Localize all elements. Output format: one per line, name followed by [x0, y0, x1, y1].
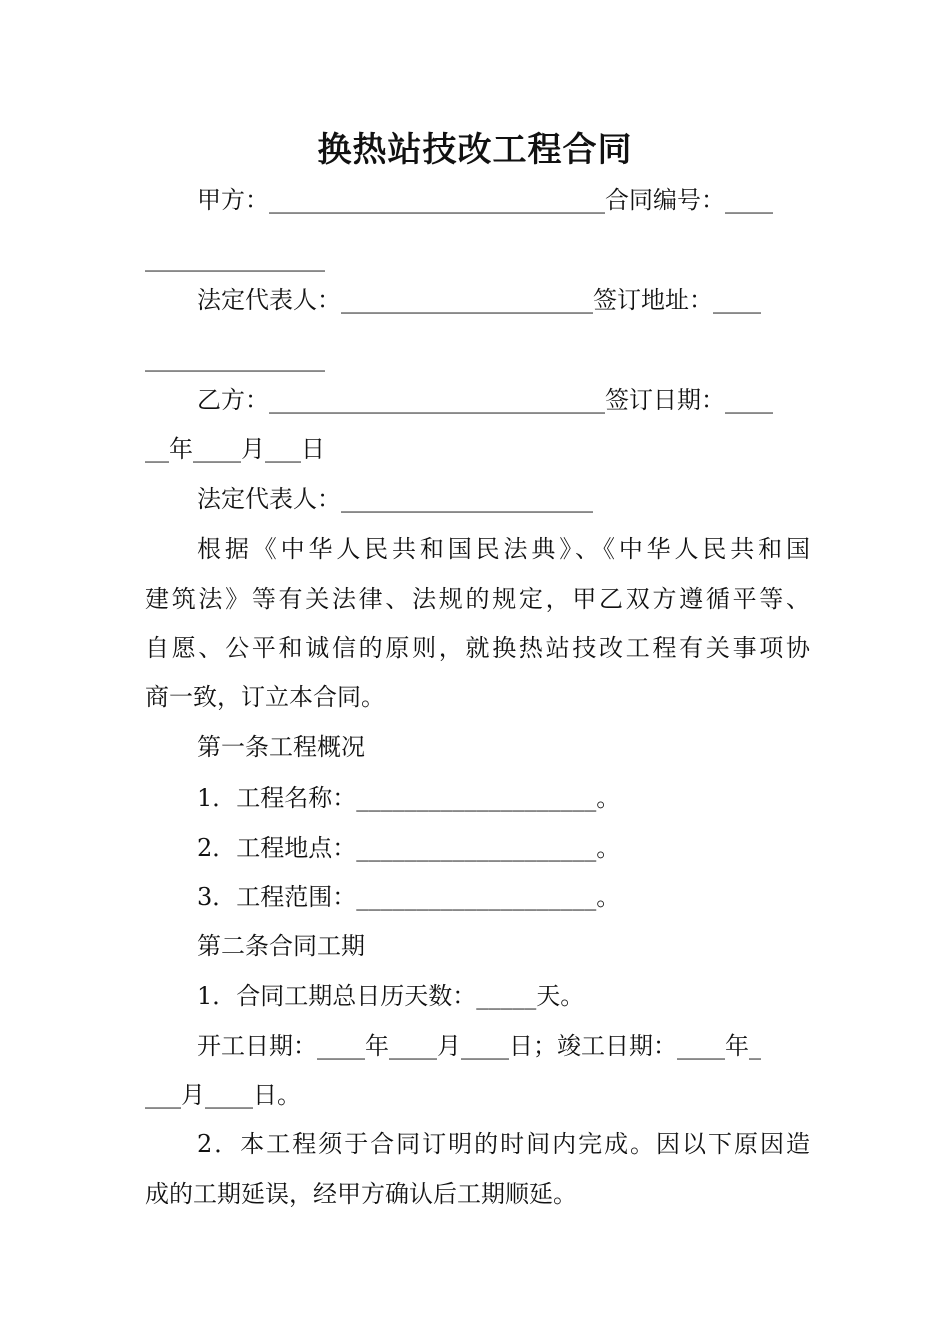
total-days-line: 1．合同工期总日历天数：_____天。	[197, 982, 585, 1010]
delay-clause-line-2: 成的工期延误，经甲方确认后工期顺延。	[145, 1180, 577, 1208]
party-b-representative-line: 法定代表人：_____________________	[197, 485, 593, 513]
signing-date-continuation: __年____月___日	[145, 435, 325, 463]
preamble-line-1: 根据《中华人民共和国民法典》、《中华人民共和国	[197, 535, 810, 563]
article-2-heading: 第二条合同工期	[197, 932, 365, 960]
start-end-date-line: 开工日期：____年____月____日；竣工日期：____年_	[197, 1032, 761, 1060]
article-1-heading: 第一条工程概况	[197, 733, 365, 761]
end-date-continuation: ___月____日。	[145, 1081, 301, 1109]
project-location-line: 2．工程地点：____________________。	[197, 834, 621, 862]
party-a-line: 甲方：____________________________合同编号：____	[197, 186, 773, 214]
preamble-line-3: 自愿、公平和诚信的原则，就换热站技改工程有关事项协	[145, 634, 810, 662]
contract-number-continuation: _______________	[145, 244, 325, 272]
document-title: 换热站技改工程合同	[317, 130, 633, 170]
preamble-line-4: 商一致，订立本合同。	[145, 683, 385, 711]
party-b-line: 乙方：____________________________签订日期：____	[197, 386, 773, 414]
project-name-line: 1．工程名称：____________________。	[197, 784, 621, 812]
party-a-representative-line: 法定代表人：_____________________签订地址：____	[197, 286, 761, 314]
project-scope-line: 3．工程范围：____________________。	[197, 883, 621, 911]
preamble-line-2: 建筑法》等有关法律、法规的规定，甲乙双方遵循平等、	[145, 585, 810, 613]
signing-address-continuation: _______________	[145, 344, 325, 372]
delay-clause-line-1: 2．本工程须于合同订明的时间内完成。因以下原因造	[197, 1130, 810, 1158]
